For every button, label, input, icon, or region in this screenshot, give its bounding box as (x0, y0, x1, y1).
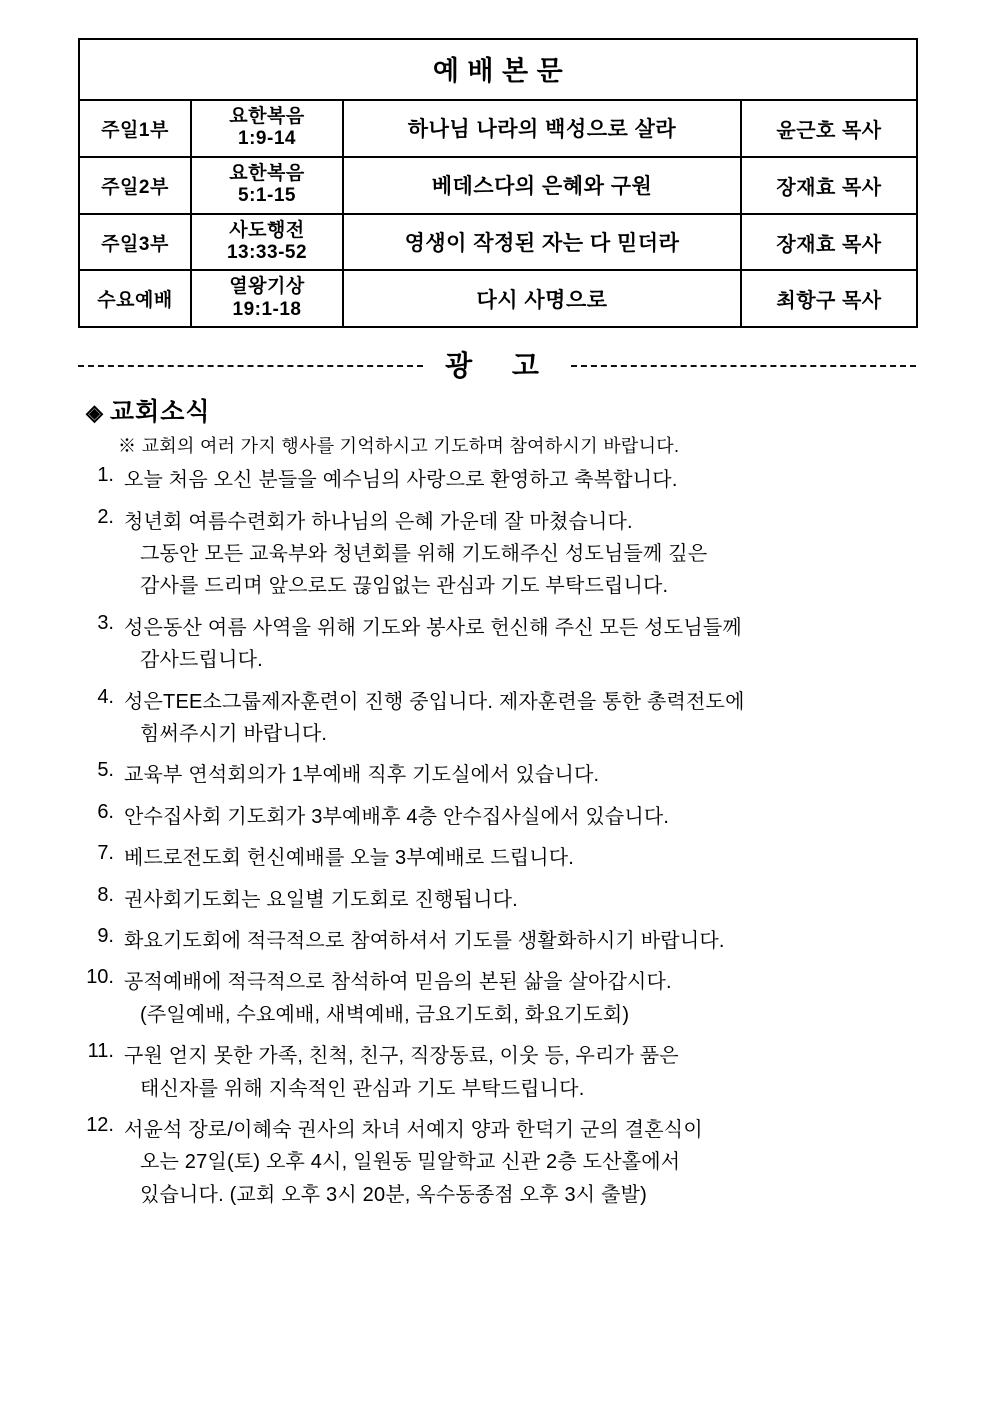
notice-line: 감사드립니다. (140, 649, 263, 672)
notice-number: 6. (97, 800, 114, 823)
notice-line: 그동안 모든 교육부와 청년회를 위해 기도해주신 성도님들께 깊은 (140, 543, 708, 566)
list-item (78, 759, 932, 791)
announcements-title: 광 고 (445, 350, 555, 382)
church-news-heading-label: 교회소식 (109, 398, 211, 427)
list-item (78, 966, 932, 1031)
notice-line: 화요기도회에 적극적으로 참여하셔서 기도를 생활화하시기 바랍니다. (124, 929, 725, 952)
notice-line: 태신자를 위해 지속적인 관심과 기도 부탁드립니다. (140, 1077, 585, 1100)
notice-line: 오늘 처음 오신 분들을 예수님의 사랑으로 환영하고 축복합니다. (124, 469, 678, 492)
scripture-verses: 19:1-18 (232, 298, 302, 320)
notice-body (124, 1040, 932, 1105)
notice-line: 공적예배에 적극적으로 참석하여 믿음의 본된 삶을 살아갑시다. (124, 971, 672, 994)
scripture-verses: 5:1-15 (238, 185, 296, 207)
list-item (78, 801, 932, 833)
notice-line: 베드로전도회 헌신예배를 오늘 3부예배로 드립니다. (124, 847, 575, 870)
sermon-topic: 하나님 나라의 백성으로 살라 (343, 100, 741, 157)
sermon-topic: 베데스다의 은혜와 구원 (343, 157, 741, 214)
sermon-topic: 영생이 작정된 자는 다 믿더라 (343, 214, 741, 271)
divider-line-right (571, 365, 916, 367)
notice-body (124, 925, 932, 957)
notice-line: 구원 얻지 못한 가족, 친척, 친구, 직장동료, 이웃 등, 우리가 품은 (124, 1045, 679, 1068)
notice-number: 11. (87, 1040, 114, 1063)
notice-list (78, 464, 932, 1211)
divider-line-left (78, 365, 423, 367)
notice-body (124, 759, 932, 791)
scripture-book: 요한복음 (229, 162, 305, 184)
announcements-divider (78, 344, 916, 384)
list-item (78, 686, 932, 751)
list-item (78, 1114, 932, 1211)
notice-line: 힘써주시기 바랍니다. (140, 722, 328, 745)
preacher-name: 윤근호 목사 (741, 100, 917, 157)
notice-body (124, 842, 932, 874)
church-news-note: ※ 교회의 여러 가지 행사를 기억하시고 기도하며 참여하시기 바랍니다. (118, 436, 680, 457)
list-item (78, 1040, 932, 1105)
list-item (78, 842, 932, 874)
preacher-name: 장재효 목사 (741, 157, 917, 214)
notice-number: 3. (97, 611, 114, 634)
notice-body (124, 506, 932, 603)
scripture-verses: 13:33-52 (226, 242, 308, 264)
notice-line: 청년회 여름수련회가 하나님의 은혜 가운데 잘 마쳤습니다. (124, 510, 633, 533)
scripture-book: 열왕기상 (229, 276, 305, 298)
notice-number: 9. (97, 924, 114, 947)
scripture-reference (191, 270, 343, 327)
notice-line: 있습니다. (교회 오후 3시 20분, 옥수동종점 오후 3시 출발) (140, 1183, 647, 1206)
list-item (78, 884, 932, 916)
scripture-verses: 1:9-14 (238, 128, 296, 150)
list-item (78, 506, 932, 603)
notice-number: 5. (97, 759, 114, 782)
notice-line: 성은동산 여름 사역을 위해 기도와 봉사로 헌신해 주신 모든 성도님들께 (124, 616, 742, 639)
notice-number: 4. (97, 685, 114, 708)
preacher-name: 최항구 목사 (741, 270, 917, 327)
list-item (78, 464, 932, 496)
notice-line: 성은TEE소그룹제자훈련이 진행 중입니다. 제자훈련을 통한 총력전도에 (124, 690, 745, 713)
table-row (79, 157, 917, 214)
notice-number: 2. (97, 505, 114, 528)
notice-number: 12. (86, 1113, 114, 1136)
worship-scripture-table (78, 38, 918, 328)
notice-line: 감사를 드리며 앞으로도 끊임없는 관심과 기도 부탁드립니다. (140, 575, 669, 598)
notice-body (124, 464, 932, 496)
service-part: 주일2부 (79, 157, 191, 214)
scripture-reference (191, 157, 343, 214)
notice-line: 교육부 연석회의가 1부예배 직후 기도실에서 있습니다. (124, 764, 600, 787)
notice-body (124, 884, 932, 916)
notice-number: 10. (86, 966, 114, 989)
service-part: 주일3부 (79, 214, 191, 271)
table-title-row (79, 39, 917, 100)
scripture-reference (191, 214, 343, 271)
notice-line: 권사회기도회는 요일별 기도회로 진행됩니다. (124, 888, 518, 911)
notice-body (124, 612, 932, 677)
notice-line: 오는 27일(토) 오후 4시, 일원동 밀알학교 신관 2층 도산홀에서 (140, 1151, 681, 1174)
notice-body (124, 966, 932, 1031)
table-row (79, 214, 917, 271)
notice-body (124, 1114, 932, 1211)
sermon-topic: 다시 사명으로 (343, 270, 741, 327)
scripture-book: 요한복음 (229, 106, 305, 127)
notice-line: 안수집사회 기도회가 3부예배후 4층 안수집사실에서 있습니다. (124, 805, 670, 828)
preacher-name: 장재효 목사 (741, 214, 917, 271)
scripture-book: 사도행전 (229, 219, 305, 241)
scripture-reference (191, 100, 343, 157)
church-news-heading (86, 392, 932, 428)
service-part: 주일1부 (79, 100, 191, 157)
table-title: 예 배 본 문 (79, 39, 917, 100)
worship-table-body (79, 39, 917, 327)
notice-body (124, 801, 932, 833)
notice-number: 1. (97, 464, 114, 487)
notice-body (124, 686, 932, 751)
table-row (79, 100, 917, 157)
diamond-icon: ◈ (86, 400, 104, 426)
notice-number: 7. (97, 842, 114, 865)
table-row (79, 270, 917, 327)
notice-number: 8. (97, 883, 114, 906)
service-part: 수요예배 (79, 270, 191, 327)
list-item (78, 925, 932, 957)
list-item (78, 612, 932, 677)
notice-line: (주일예배, 수요예배, 새벽예배, 금요기도회, 화요기도회) (140, 1003, 630, 1026)
notice-line: 서윤석 장로/이혜숙 권사의 차녀 서예지 양과 한덕기 군의 결혼식이 (124, 1118, 703, 1141)
